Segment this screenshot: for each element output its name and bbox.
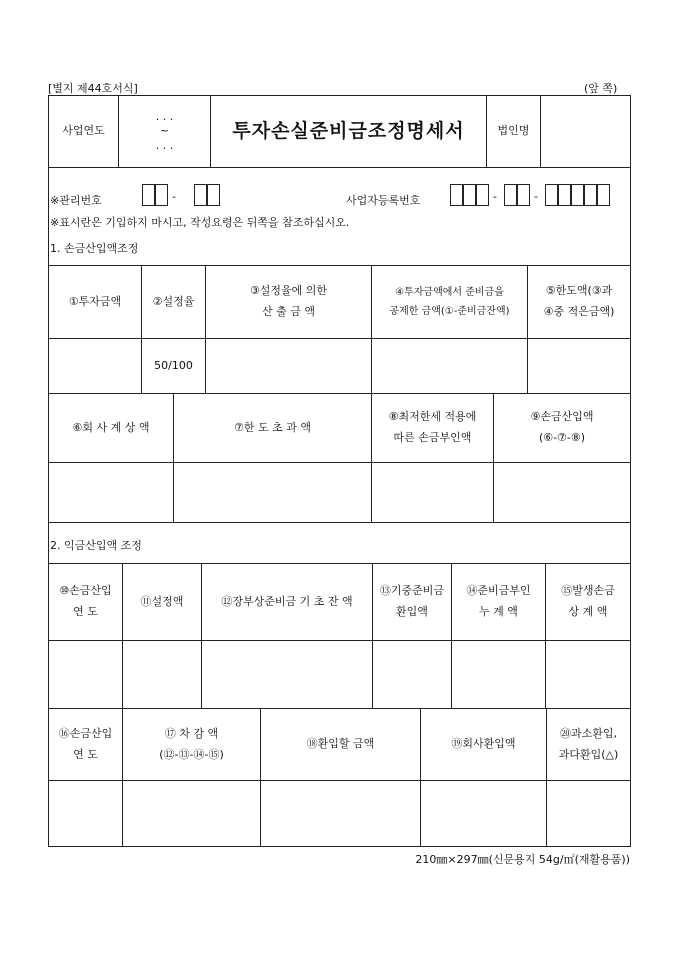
loss-offset-field[interactable] bbox=[545, 640, 631, 709]
section-2-heading: 2. 익금산입액 조정 bbox=[50, 539, 142, 552]
header-deduction-year-2: ⑯손금산입 연 도 bbox=[48, 708, 123, 781]
company-amount-field[interactable] bbox=[48, 462, 174, 523]
rate-value: 50/100 bbox=[141, 338, 206, 394]
dash: - bbox=[493, 190, 497, 203]
digit-box[interactable] bbox=[571, 184, 584, 206]
header-deduction-year: ⑩손금산입 연 도 bbox=[48, 563, 123, 641]
header-net-amount: ⑰ 차 감 액 (⑫-⑬-⑭-⑮) bbox=[122, 708, 261, 781]
excess-amount-field[interactable] bbox=[173, 462, 372, 523]
form-id: [별지 제44호서식] bbox=[48, 82, 138, 95]
business-year-field[interactable] bbox=[118, 95, 211, 168]
digit-box[interactable] bbox=[155, 184, 168, 206]
dash: - bbox=[172, 190, 176, 203]
period-separator: ~ bbox=[159, 124, 170, 138]
paper-spec: 210㎜×297㎜(신문용지 54g/㎡(재활용품)) bbox=[415, 853, 630, 866]
denied-cumulative-field[interactable] bbox=[451, 640, 546, 709]
digit-box[interactable] bbox=[545, 184, 558, 206]
header-book-opening-balance: ⑫장부상준비금 기 초 잔 액 bbox=[201, 563, 373, 641]
period-reversal-field[interactable] bbox=[372, 640, 452, 709]
header-loss-offset: ⑮발생손금 상 계 액 bbox=[545, 563, 631, 641]
digit-box[interactable] bbox=[207, 184, 220, 206]
period-start: . . . bbox=[155, 110, 174, 124]
period-end: . . . bbox=[155, 138, 174, 152]
digit-box[interactable] bbox=[504, 184, 517, 206]
mgmt-no-label: ※관리번호 bbox=[50, 194, 102, 207]
deduction-year-2-field[interactable] bbox=[48, 780, 123, 847]
deducted-amount-field[interactable] bbox=[371, 338, 528, 394]
header-deducted-amount: ④투자금액에서 준비금을 공제한 금액(①-준비금잔액) bbox=[371, 265, 528, 339]
digit-box[interactable] bbox=[558, 184, 571, 206]
digit-box[interactable] bbox=[597, 184, 610, 206]
digit-box[interactable] bbox=[517, 184, 530, 206]
header-reversal-due: ⑱환입할 금액 bbox=[260, 708, 421, 781]
limit-amount-field[interactable] bbox=[527, 338, 631, 394]
set-amount-field[interactable] bbox=[122, 640, 202, 709]
investment-amount-field[interactable] bbox=[48, 338, 142, 394]
corp-name-field[interactable] bbox=[540, 95, 631, 168]
header-company-reversal: ⑲회사환입액 bbox=[420, 708, 547, 781]
page-side: (앞 쪽) bbox=[584, 82, 618, 95]
digit-box[interactable] bbox=[194, 184, 207, 206]
digit-box[interactable] bbox=[142, 184, 155, 206]
header-investment-amount: ①투자금액 bbox=[48, 265, 142, 339]
book-opening-balance-field[interactable] bbox=[201, 640, 373, 709]
header-limit-amount: ⑤한도액(③과 ④중 적은금액) bbox=[527, 265, 631, 339]
header-excess-amount: ⑦한 도 초 과 액 bbox=[173, 393, 372, 463]
form-title: 투자손실준비금조정명세서 bbox=[210, 95, 487, 168]
deduction-year-field[interactable] bbox=[48, 640, 123, 709]
instruction-note: ※표시란은 기입하지 마시고, 작성요령은 뒤쪽을 참조하십시오. bbox=[50, 216, 350, 229]
header-min-tax-denied: ⑧최저한세 적용에 따른 손금부인액 bbox=[371, 393, 494, 463]
under-over-reversal-field[interactable] bbox=[546, 780, 631, 847]
reversal-due-field[interactable] bbox=[260, 780, 421, 847]
section-1-heading: 1. 손금산입액조정 bbox=[50, 242, 139, 255]
header-deductible-amount: ⑨손금산입액 (⑥-⑦-⑧) bbox=[493, 393, 631, 463]
net-amount-field[interactable] bbox=[122, 780, 261, 847]
business-year-label: 사업연도 bbox=[48, 95, 119, 168]
biz-reg-label: 사업자등록번호 bbox=[346, 194, 421, 207]
digit-box[interactable] bbox=[584, 184, 597, 206]
dash: - bbox=[534, 190, 538, 203]
header-period-reversal: ⑬기중준비금 환입액 bbox=[372, 563, 452, 641]
corp-name-label: 법인명 bbox=[486, 95, 541, 168]
deductible-amount-field[interactable] bbox=[493, 462, 631, 523]
digit-box[interactable] bbox=[450, 184, 463, 206]
header-set-amount: ⑪설정액 bbox=[122, 563, 202, 641]
header-company-amount: ⑥회 사 계 상 액 bbox=[48, 393, 174, 463]
header-rate: ②설정율 bbox=[141, 265, 206, 339]
min-tax-denied-field[interactable] bbox=[371, 462, 494, 523]
digit-box[interactable] bbox=[476, 184, 489, 206]
header-calculated-amount: ③설정율에 의한 산 출 금 액 bbox=[205, 265, 372, 339]
header-denied-cumulative: ⑭준비금부인 누 계 액 bbox=[451, 563, 546, 641]
calculated-amount-field[interactable] bbox=[205, 338, 372, 394]
header-under-over-reversal: ⑳과소환입, 과다환입(△) bbox=[546, 708, 631, 781]
company-reversal-field[interactable] bbox=[420, 780, 547, 847]
digit-box[interactable] bbox=[463, 184, 476, 206]
